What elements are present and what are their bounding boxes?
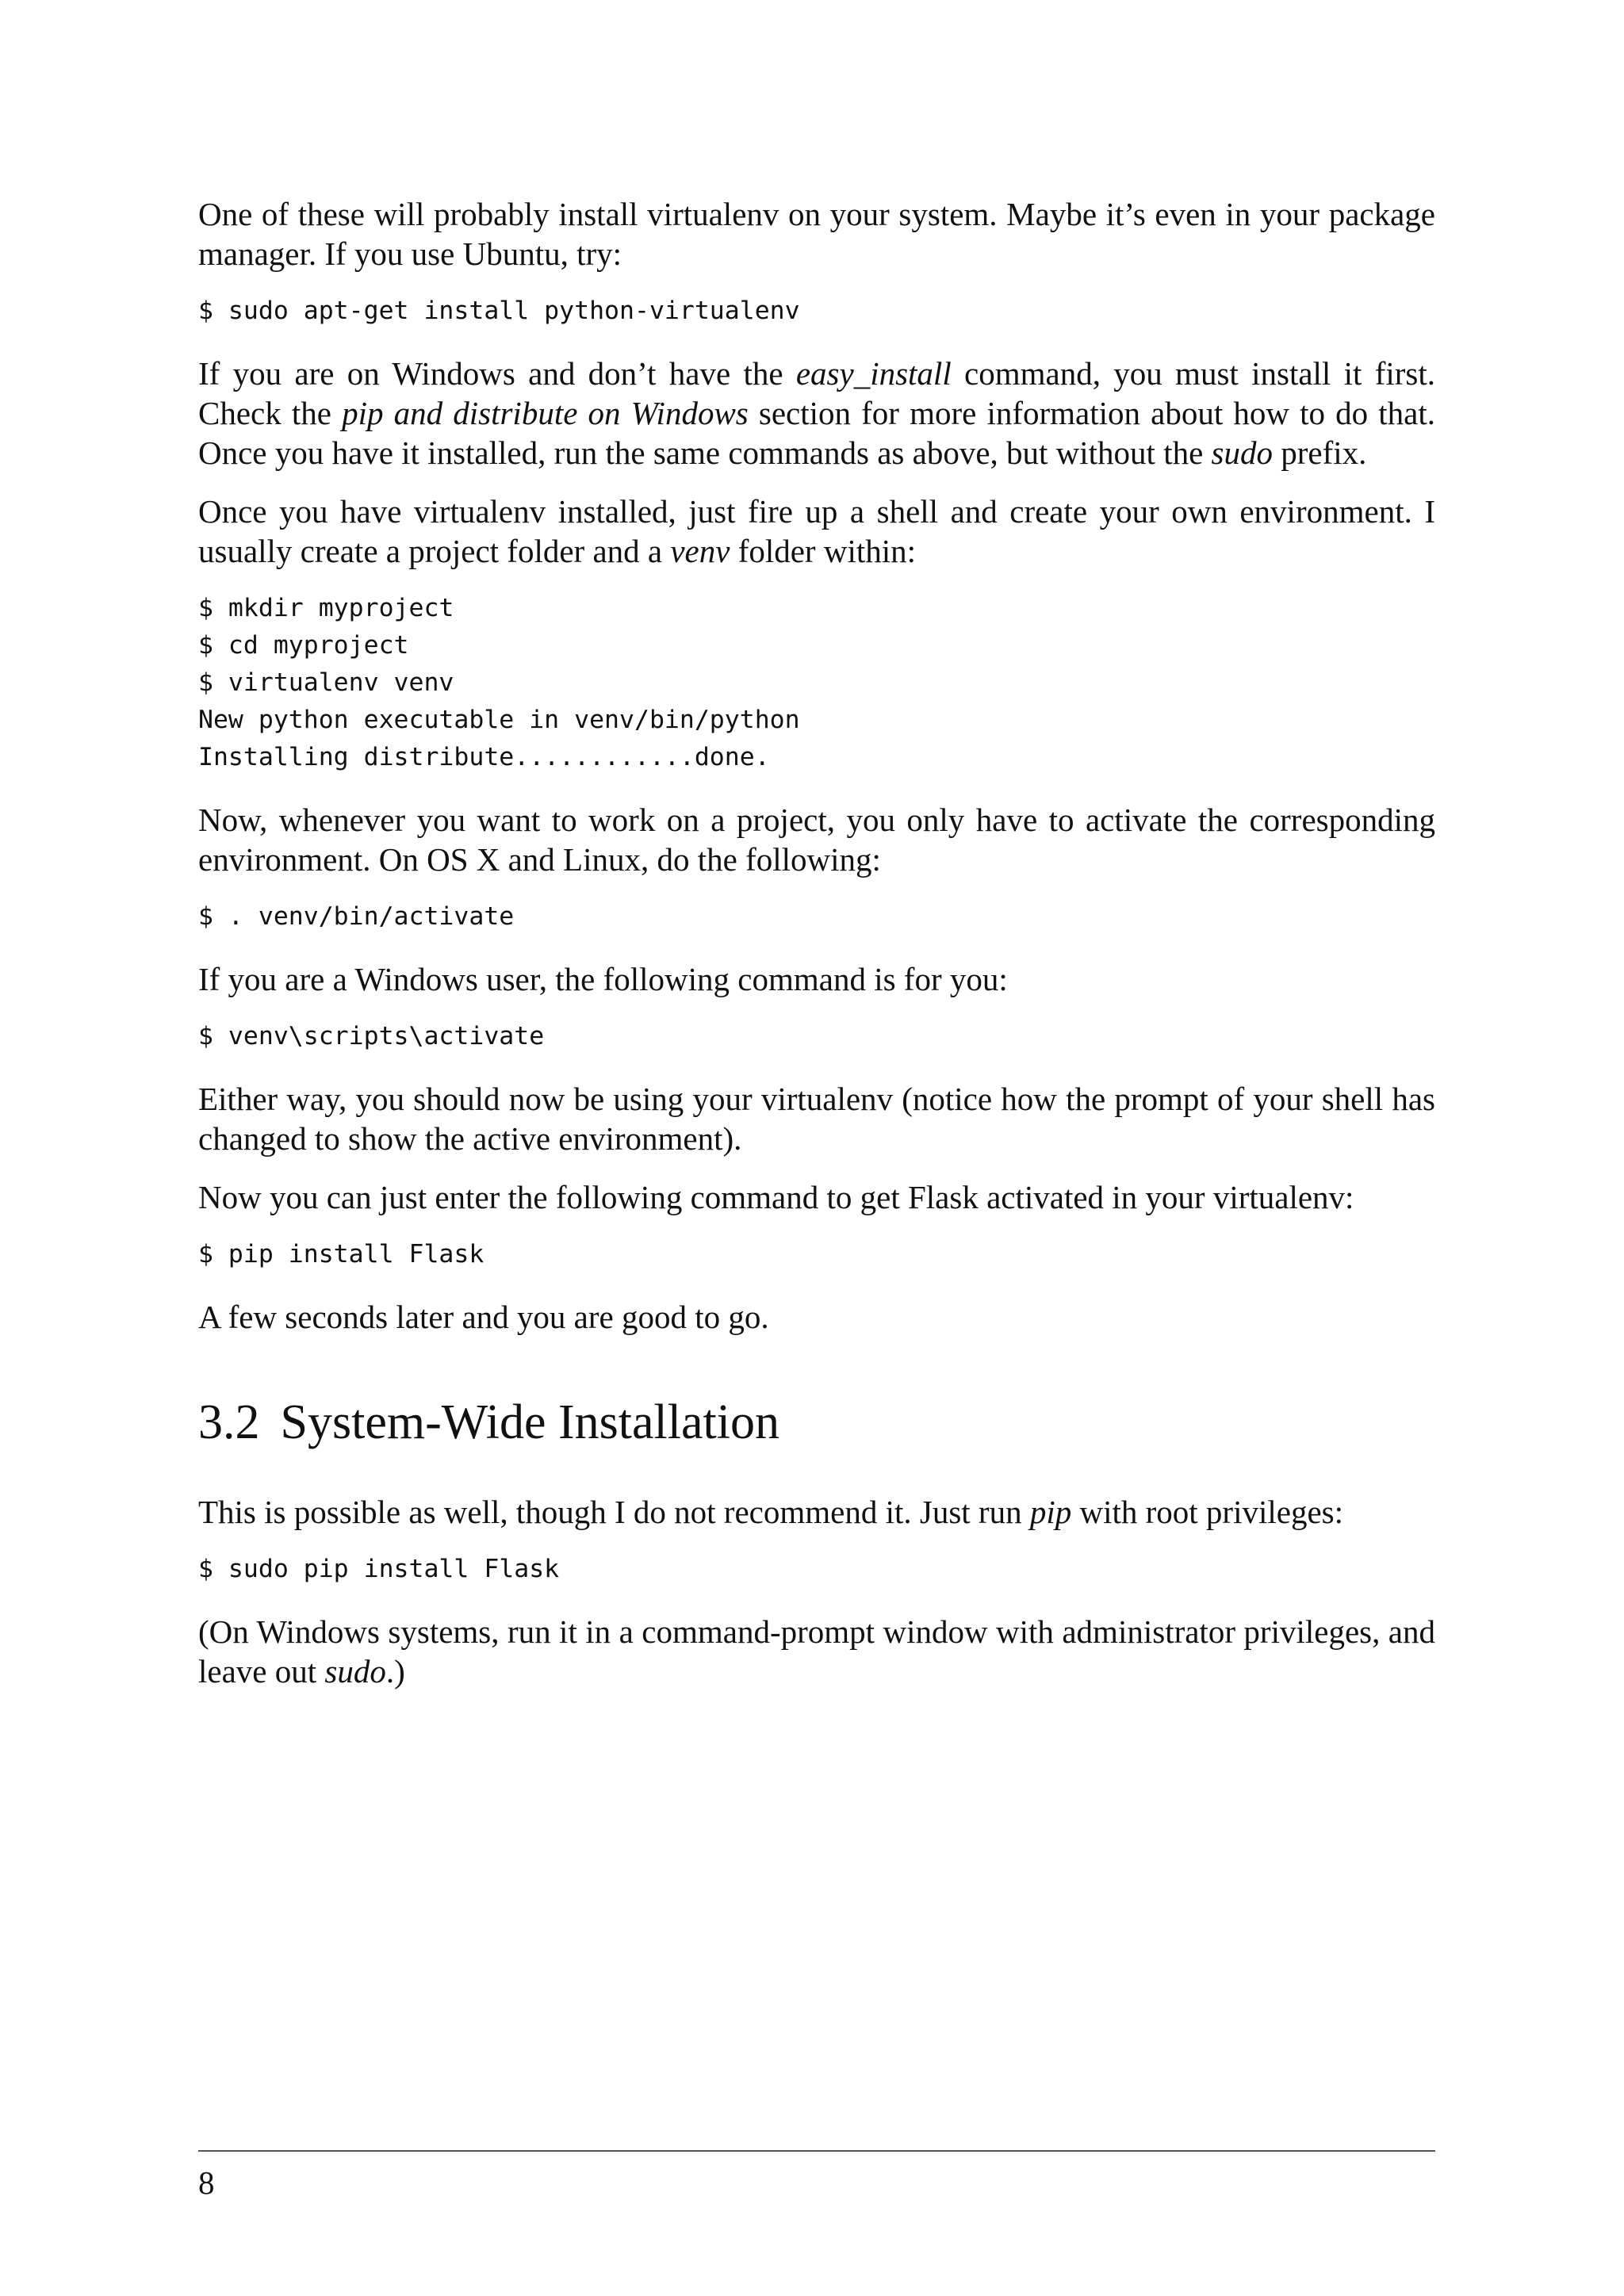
paragraph-text: (On Windows systems, run it in a command-prompt window with administrator privileges, and leave out [198,1613,1435,1689]
code-block-activate-unix: $ . venv/bin/activate [198,902,515,931]
emphasis-sudo: sudo [1211,434,1273,471]
paragraph-text: folder within: [730,533,917,569]
paragraph-text: One of these will probably install virtualenv on your system. Maybe it’s even in your package manager. If you use Ubuntu, try: [198,196,1435,272]
paragraph-system-wide [198,1492,1435,1532]
paragraph-text: prefix. [1273,434,1367,471]
code-block-pip-install-flask: $ pip install Flask [198,1240,485,1269]
code-block-activate-windows: $ venv\scripts\activate [198,1022,545,1050]
emphasis-pip-distribute-link[interactable]: pip and distribute on Windows [342,395,749,431]
paragraph-activate-osx-linux [198,800,1435,879]
paragraph-text: Either way, you should now be using your virtualenv (notice how the prompt of your shell has changed to show the active environment). [198,1081,1435,1157]
paragraph-text: If you are on Windows and don’t have the [198,355,796,392]
emphasis-easy-install: easy_install [795,355,952,392]
paragraph-virtualenv-intro [198,194,1435,274]
paragraph-text: command, you must install it first. Check the [198,355,1435,431]
code-block-sudo-pip-install: $ sudo pip install Flask [198,1555,560,1583]
section-number: 3.2 [198,1395,260,1449]
paragraph-create-environment [198,492,1435,571]
paragraph-text: with root privileges: [1071,1494,1343,1530]
paragraph-text: Now, whenever you want to work on a project, you only have to activate the corresponding environment. On OS X and Linux, do the following: [198,802,1435,878]
paragraph-good-to-go [198,1297,1435,1337]
document-page [198,194,1435,2176]
paragraph-text: Once you have virtualenv installed, just fire up a shell and create your own environment. I usually create a project folder and a [198,493,1435,569]
footer-divider [198,2150,1435,2152]
paragraph-text: .) [385,1653,405,1689]
paragraph-text: If you are a Windows user, the following command is for you: [198,961,1008,997]
section-heading [198,1394,1435,1451]
paragraph-install-flask [198,1177,1435,1217]
paragraph-text: This is possible as well, though I do not recommend it. Just run [198,1494,1030,1530]
paragraph-text: A few seconds later and you are good to go. [198,1299,769,1335]
emphasis-venv: venv [670,533,730,569]
code-block-mkdir-virtualenv: $ mkdir myproject $ cd myproject $ virtualenv venv New python executable in venv/bin/python Installing distribute............done. [198,594,800,771]
paragraph-text: Now you can just enter the following command to get Flask activated in your virtualenv: [198,1179,1354,1215]
paragraph-windows-admin [198,1612,1435,1691]
paragraph-either-way [198,1079,1435,1158]
emphasis-sudo: sudo [324,1653,386,1689]
section-title: System-Wide Installation [280,1395,779,1449]
emphasis-pip: pip [1029,1494,1072,1530]
code-block-apt-get: $ sudo apt-get install python-virtualenv [198,297,800,325]
page-number: 8 [198,2164,215,2201]
paragraph-windows-easy-install [198,354,1435,473]
paragraph-windows-user [198,959,1435,999]
paragraph-text: section for more information about how to do that. Once you have it installed, run the same commands as above, but without the [198,395,1435,471]
